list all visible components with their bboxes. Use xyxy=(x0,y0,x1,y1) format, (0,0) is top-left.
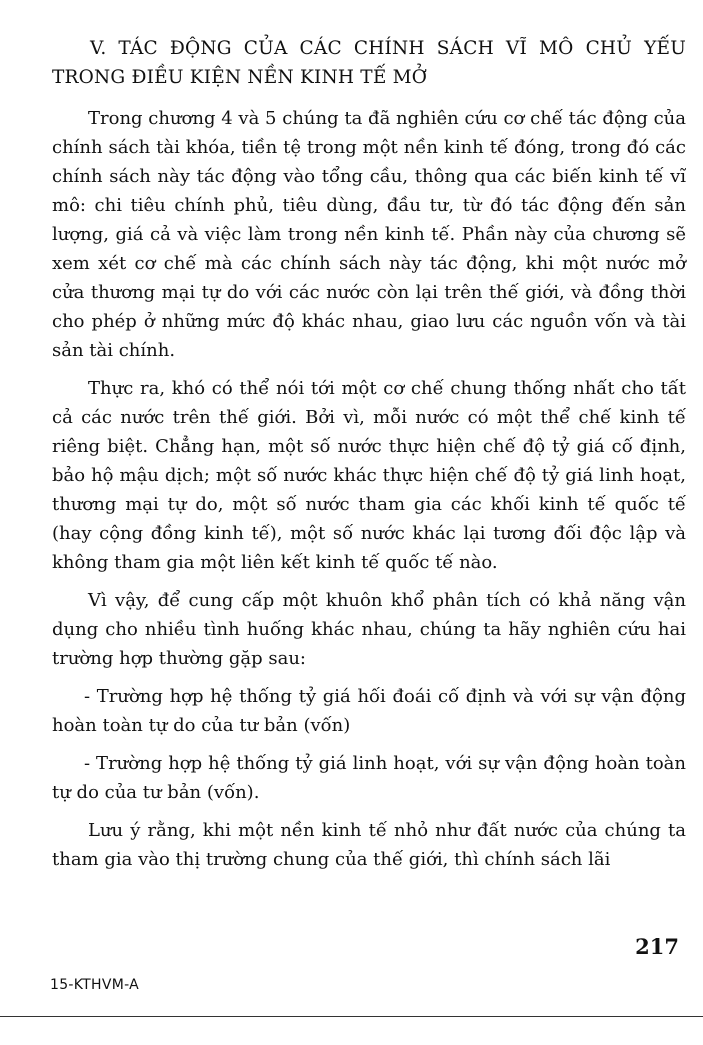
closing-paragraph: Lưu ý rằng, khi một nền kinh tế nhỏ như đất nước của chúng ta tham gia vào thị trường chung của thế giới, thì chính sách lãi xyxy=(52,820,686,870)
page-body xyxy=(52,34,686,883)
page-number: 217 xyxy=(635,934,679,959)
bullet-item-2: - Trường hợp hệ thống tỷ giá linh hoạt, với sự vận động hoàn toàn tự do của tư bản (vốn). xyxy=(52,753,686,803)
paragraph-1: Trong chương 4 và 5 chúng ta đã nghiên cứu cơ chế tác động của chính sách tài khóa, tiền tệ trong một nền kinh tế đóng, trong đó các chính sách này tác động vào tổng cầu, thông qua các biến kinh tế vĩ mô: chi tiêu chính phủ, tiêu dùng, đầu tư, từ đó tác động đến sản lượng, giá cả và việc làm trong nền kinh tế. Phần này của chương sẽ xem xét cơ chế mà các chính sách này tác động, khi một nước mở cửa thương mại tự do với các nước còn lại trên thế giới, và đồng thời cho phép ở những mức độ khác nhau, giao lưu các nguồn vốn và tài sản tài chính. xyxy=(52,108,686,361)
bottom-rule xyxy=(0,1016,703,1017)
bullet-item-1: - Trường hợp hệ thống tỷ giá hối đoái cố định và với sự vận động hoàn toàn tự do của tư bản (vốn) xyxy=(52,686,686,736)
paragraph-2: Thực ra, khó có thể nói tới một cơ chế chung thống nhất cho tất cả các nước trên thế giới. Bởi vì, mỗi nước có một thể chế kinh tế riêng biệt. Chẳng hạn, một số nước thực hiện chế độ tỷ giá cố định, bảo hộ mậu dịch; một số nước khác thực hiện chế độ tỷ giá linh hoạt, thương mại tự do, một số nước tham gia các khối kinh tế quốc tế (hay cộng đồng kinh tế), một số nước khác lại tương đối độc lập và không tham gia một liên kết kinh tế quốc tế nào. xyxy=(52,378,686,573)
footer-code: 15-KTHVM-A xyxy=(50,977,140,993)
section-heading: V. TÁC ĐỘNG CỦA CÁC CHÍNH SÁCH VĨ MÔ CHỦ YẾU TRONG ĐIỀU KIỆN NỀN KINH TẾ MỞ xyxy=(52,38,686,88)
paragraph-3: Vì vậy, để cung cấp một khuôn khổ phân tích có khả năng vận dụng cho nhiều tình huống khác nhau, chúng ta hãy nghiên cứu hai trường hợp thường gặp sau: xyxy=(52,590,686,669)
